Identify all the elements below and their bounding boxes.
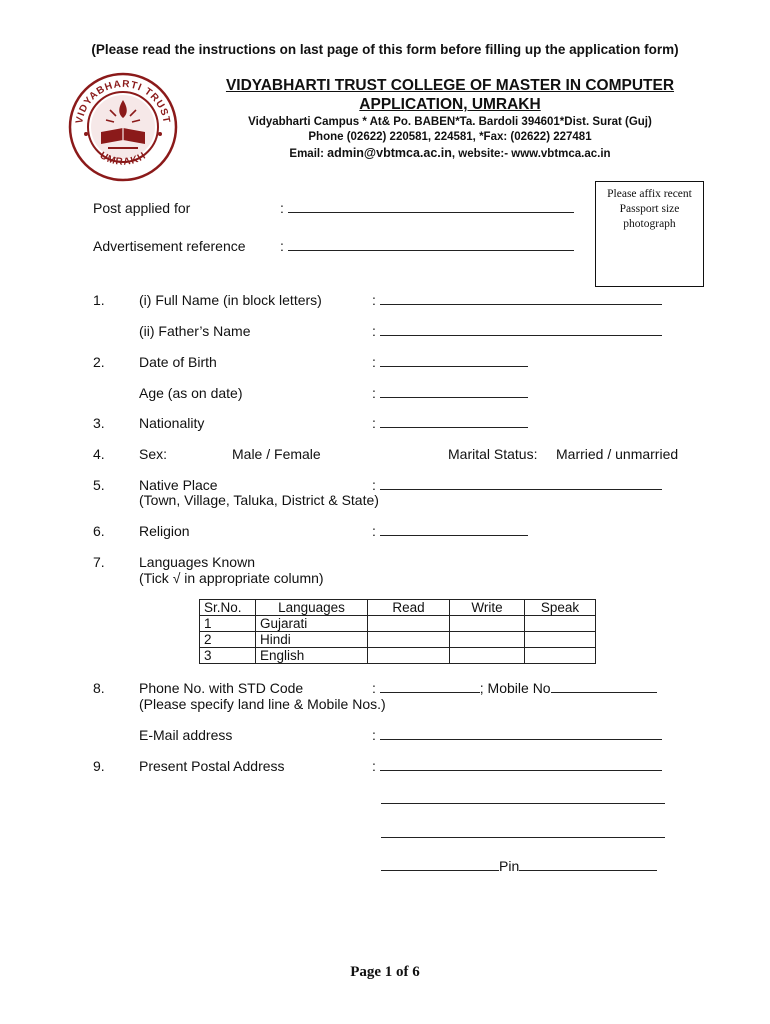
marital-status-options[interactable]: Married / unmarried	[556, 446, 679, 462]
read-cell[interactable]	[368, 632, 450, 648]
write-cell[interactable]	[450, 616, 525, 632]
website-label: , website:-	[451, 148, 512, 160]
table-header-row	[200, 600, 596, 616]
address-line-4[interactable]	[381, 858, 657, 874]
adv-field[interactable]: :	[280, 238, 574, 254]
native-place-field[interactable]: :	[372, 477, 662, 493]
row-language: English	[256, 648, 368, 664]
college-name-line2: APPLICATION, UMRAKH	[359, 96, 541, 113]
phone-field[interactable]: : ; Mobile No	[372, 680, 657, 696]
instruction-text: (Please read the instructions on last page of this form before filling up the application form)	[91, 42, 679, 57]
pin-label: Pin	[499, 858, 520, 874]
item-number-1: 1.	[93, 292, 105, 308]
item-number-8: 8.	[93, 680, 105, 696]
header-read: Read	[368, 600, 450, 616]
table-row	[200, 616, 596, 632]
college-address: Vidyabharti Campus * At& Po. BABEN*Ta. Bardoli 394601*Dist. Surat (Guj)	[248, 116, 652, 128]
email-link[interactable]: admin@vbtmca.ac.in	[327, 146, 452, 160]
address-line-1[interactable]: :	[372, 758, 662, 774]
header-languages: Languages	[256, 600, 368, 616]
native-place-hint: (Town, Village, Taluka, District & State)	[139, 492, 379, 508]
phone-label: Phone No. with STD Code	[139, 680, 304, 696]
dob-field[interactable]: :	[372, 354, 528, 370]
nationality-label: Nationality	[139, 415, 205, 431]
website-link[interactable]: www.vbtmca.ac.in	[511, 148, 611, 160]
row-srno: 1	[200, 616, 256, 632]
row-language: Gujarati	[256, 616, 368, 632]
languages-label: Languages Known	[139, 554, 255, 570]
item-number-6: 6.	[93, 523, 105, 539]
item-number-9: 9.	[93, 758, 105, 774]
item-number-2: 2.	[93, 354, 105, 370]
full-name-field[interactable]: :	[372, 292, 662, 308]
table-row	[200, 648, 596, 664]
address-label: Present Postal Address	[139, 758, 285, 774]
adv-label: Advertisement reference	[93, 238, 246, 254]
nationality-field[interactable]: :	[372, 415, 528, 431]
row-language: Hindi	[256, 632, 368, 648]
languages-hint: (Tick √ in appropriate column)	[139, 570, 324, 586]
header-write: Write	[450, 600, 525, 616]
college-logo	[66, 72, 180, 182]
dob-label: Date of Birth	[139, 354, 217, 370]
college-name-line1: VIDYABHARTI TRUST COLLEGE OF MASTER IN COMPUTER	[225, 77, 675, 94]
native-place-label: Native Place	[139, 477, 218, 493]
read-cell[interactable]	[368, 616, 450, 632]
page-number: Page 1 of 6	[350, 964, 420, 980]
row-srno: 2	[200, 632, 256, 648]
father-name-field[interactable]: :	[372, 323, 662, 339]
email-field[interactable]: :	[372, 727, 662, 743]
speak-cell[interactable]	[525, 616, 596, 632]
phone-hint: (Please specify land line & Mobile Nos.)	[139, 696, 386, 712]
religion-field[interactable]: :	[372, 523, 528, 539]
mobile-field[interactable]	[551, 680, 657, 693]
speak-cell[interactable]	[525, 648, 596, 664]
college-phone: Phone (02622) 220581, 224581, *Fax: (02622) 227481	[308, 131, 592, 143]
college-contact	[205, 146, 695, 160]
item-number-7: 7.	[93, 554, 105, 570]
item-number-5: 5.	[93, 477, 105, 493]
write-cell[interactable]	[450, 648, 525, 664]
post-label: Post applied for	[93, 200, 191, 216]
address-line-3[interactable]	[381, 825, 665, 841]
table-row	[200, 632, 596, 648]
item-number-3: 3.	[93, 415, 105, 431]
full-name-label: (i) Full Name (in block letters)	[139, 292, 322, 308]
pin-field[interactable]	[519, 858, 657, 871]
header-speak: Speak	[525, 600, 596, 616]
email-label: E-Mail address	[139, 727, 233, 743]
mobile-label: ; Mobile No	[479, 680, 551, 696]
item-number-4: 4.	[93, 446, 105, 462]
sex-options[interactable]: Male / Female	[232, 446, 321, 462]
marital-status-label: Marital Status:	[448, 446, 538, 462]
languages-table	[199, 599, 596, 664]
row-srno: 3	[200, 648, 256, 664]
email-label: Email:	[289, 148, 324, 160]
sex-label: Sex:	[139, 446, 168, 462]
father-name-label: (ii) Father’s Name	[139, 323, 251, 339]
photo-box[interactable]: Please affix recent Passport size photograph	[595, 181, 704, 287]
age-label: Age (as on date)	[139, 385, 243, 401]
logo-bottom-text: UMRAKH	[97, 150, 149, 168]
post-field[interactable]: :	[280, 200, 574, 216]
address-line-2[interactable]	[381, 791, 665, 807]
age-field[interactable]: :	[372, 385, 528, 401]
speak-cell[interactable]	[525, 632, 596, 648]
religion-label: Religion	[139, 523, 190, 539]
header-srno: Sr.No.	[200, 600, 256, 616]
read-cell[interactable]	[368, 648, 450, 664]
write-cell[interactable]	[450, 632, 525, 648]
logo-top-text: VIDYABHARTI TRUST	[74, 78, 172, 125]
